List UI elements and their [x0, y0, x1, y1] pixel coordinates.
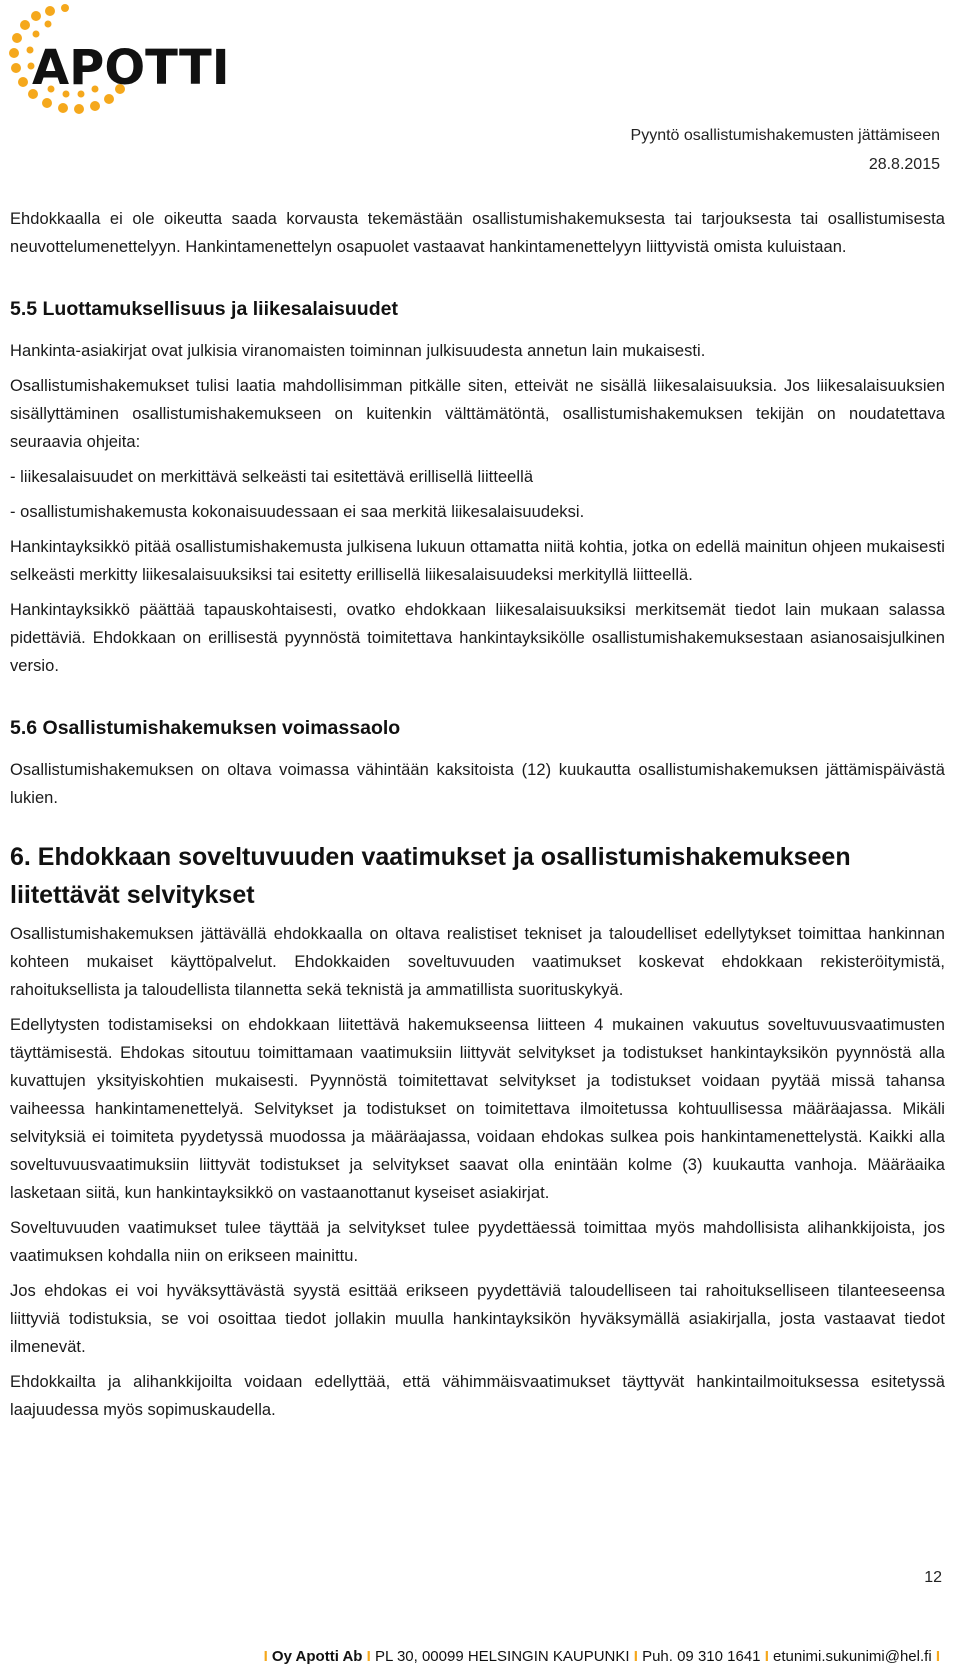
footer-separator: I [263, 1648, 268, 1665]
paragraph-5-5-e: Hankintayksikkö pitää osallistumishakemusta julkisena lukuun ottamatta niitä kohtia, jotka on edellä mainitun ohjeen mukaisesti selkeästi merkitty liikesalaisuuksiksi tai esitetty erillisellä liikesalaisuudeksi merkityllä liitteellä. [10, 538, 945, 584]
document-date: 28.8.2015 [868, 156, 940, 173]
document-title: Pyyntö osallistumishakemusten jättämiseen [630, 127, 940, 144]
footer-address: PL 30, 00099 HELSINGIN KAUPUNKI [374, 1648, 630, 1665]
heading-6: 6. Ehdokkaan soveltuvuuden vaatimukset ja osallistumishakemukseen liitettävät selvitykset [10, 843, 851, 909]
list-item-5-5-c: - liikesalaisuudet on merkittävä selkeästi tai esitettävä erillisellä liitteellä [10, 468, 534, 486]
paragraph-5-5-a: Hankinta-asiakirjat ovat julkisia viranomaisten toiminnan julkisuudesta annetun lain mukaisesti. [10, 342, 706, 360]
footer-separator: I [764, 1648, 769, 1665]
footer-company: Oy Apotti Ab [271, 1648, 363, 1665]
footer-separator: I [366, 1648, 371, 1665]
paragraph-6-d: Jos ehdokas ei voi hyväksyttävästä syystä esittää erikseen pyydettäviä taloudelliseen tai rahoitukselliseen tilanteeseensa liittyviä todistuksia, se voi osoittaa tiedot jollakin muulla hankintayksikön hyväksymällä asiakirjalla, josta vastaavat tiedot ilmenevät. [10, 1282, 945, 1356]
heading-5-6: 5.6 Osallistumishakemuksen voimassaolo [10, 717, 401, 739]
logo-graphic [6, 2, 246, 120]
document-body [10, 205, 945, 1424]
list-item-5-5-d: - osallistumishakemusta kokonaisuudessaan ei saa merkitä liikesalaisuudeksi. [10, 503, 585, 521]
paragraph-5-6: Osallistumishakemuksen on oltava voimassa vähintään kaksitoista (12) kuukautta osallistumishakemuksen jättämispäivästä lukien. [10, 761, 945, 807]
footer-email[interactable]: etunimi.sukunimi@hel.fi [773, 1648, 932, 1665]
apotti-logo [6, 2, 246, 120]
paragraph-5-5-f: Hankintayksikkö päättää tapauskohtaisesti, ovatko ehdokkaan liikesalaisuuksiksi merkitsemät tiedot lain mukaan salassa pidettäviä. Ehdokkaan on erillisestä pyynnöstä toimitettava hankintayksikölle osallistumishakemuksestaan asianosaisjulkinen versio. [10, 601, 945, 675]
paragraph-5-5-b: Osallistumishakemukset tulisi laatia mahdollisimman pitkälle siten, etteivät ne sisällä liikesalaisuuksia. Jos liikesalaisuuksien sisällyttäminen osallistumishakemukseen on kuitenkin välttämätöntä, osallistumishakemuksen tekijän on noudatettava seuraavia ohjeita: [10, 377, 945, 451]
paragraph-6-c: Soveltuvuuden vaatimukset tulee täyttää ja selvitykset tulee pyydettäessä toimittaa myös mahdollisista alihankkijoista, jos vaatimuksen kohdalla niin on erikseen mainittu. [10, 1219, 945, 1265]
footer-phone: Puh. 09 310 1641 [642, 1648, 761, 1665]
page-number: 12 [924, 1569, 942, 1586]
paragraph-6-b: Edellytysten todistamiseksi on ehdokkaan liitettävä hakemukseensa liitteen 4 mukainen vakuutus soveltuvuusvaatimusten täyttämisestä. Ehdokas sitoutuu toimittamaan vaatimuksiin liittyvät selvitykset ja todistukset hankintayksikön pyynnöstä alla kuvattujen yksityiskohtien mukaisesti. Pyynnöstä toimitettavat selvitykset ja todistukset voidaan pyytää missä tahansa vaiheessa hankintamenettelyä. Selvitykset ja todistukset on toimitettava ilmoitetussa kohtuullisessa määräajassa. Mikäli selvityksiä ei toimiteta pyydetyssä muodossa ja määräajassa, voidaan ehdokas sulkea pois hankintamenettelystä. Kaikki alla soveltuvuusvaatimuksiin liittyvät todistukset ja selvitykset saavat olla enintään kolme (3) kuukautta vanhoja. Määräaika lasketaan siitä, kun hankintayksikkö on vastaanottanut kyseiset asiakirjat. [10, 1016, 945, 1202]
footer-separator: I [633, 1648, 638, 1665]
heading-5-5: 5.5 Luottamuksellisuus ja liikesalaisuudet [10, 298, 398, 320]
paragraph-intro: Ehdokkaalla ei ole oikeutta saada korvausta tekemästään osallistumishakemuksesta tai tarjouksesta tai osallistumisesta neuvottelumenettelyyn. Hankintamenettelyn osapuolet vastaavat hankintamenettelyyn liittyvistä omista kuluistaan. [10, 210, 945, 256]
paragraph-6-e: Ehdokkailta ja alihankkijoilta voidaan edellyttää, että vähimmäisvaatimukset täyttyvät hankintailmoituksessa esitetyssä laajuudessa myös sopimuskaudella. [10, 1373, 945, 1419]
footer-separator: I [935, 1648, 940, 1665]
page-footer [264, 1648, 940, 1665]
paragraph-6-a: Osallistumishakemuksen jättävällä ehdokkaalla on oltava realistiset tekniset ja taloudelliset edellytykset toimittaa hankinnan kohteen mukaiset käyttöpalvelut. Ehdokkaiden soveltuvuuden vaatimukset koskevat ehdokkaan rekisteröitymistä, rahoituksellista ja taloudellista tilannetta sekä teknistä ja ammatillista suorituskykyä. [10, 925, 945, 999]
logo-wordmark: APOTTI [32, 40, 230, 96]
